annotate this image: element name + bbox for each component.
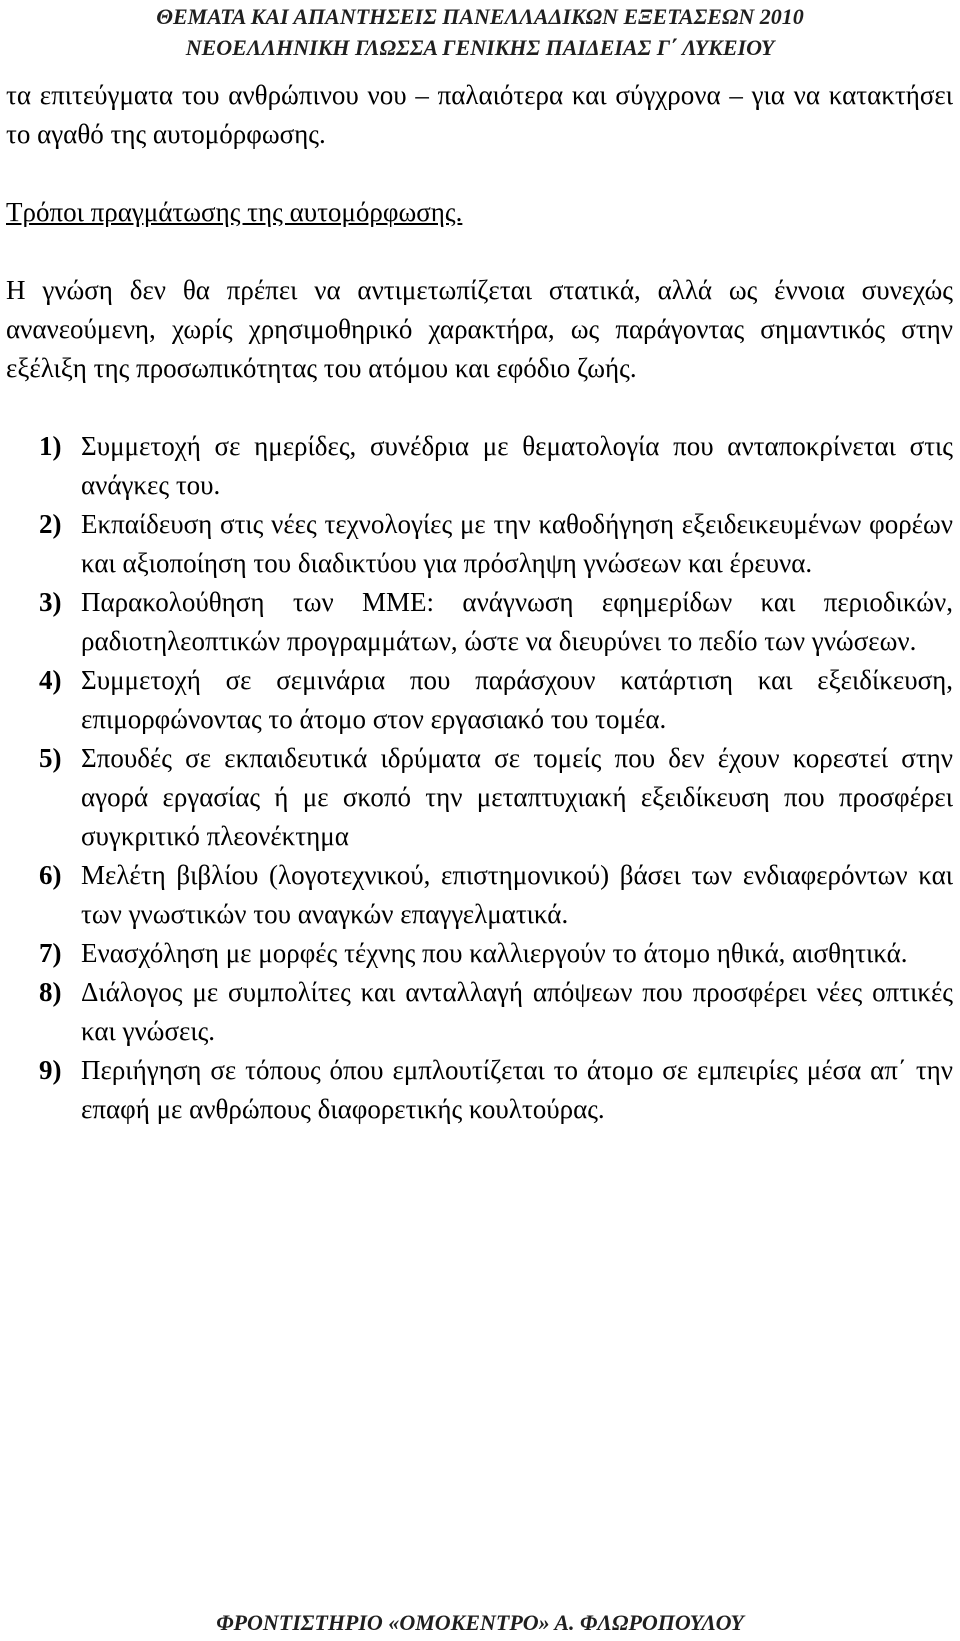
list-item <box>6 1051 953 1129</box>
list-item-number: 2) <box>39 509 62 539</box>
list-item-text: Συμμετοχή σε σεμινάρια που παράσχουν κατάρτιση και εξειδίκευση, επιμορφώνοντας το άτομο στον εργασιακό του τομέα. <box>81 665 953 734</box>
list-item <box>6 856 953 934</box>
header-line-1: ΘΕΜΑΤΑ ΚΑΙ ΑΠΑΝΤΗΣΕΙΣ ΠΑΝΕΛΛΑΔΙΚΩΝ ΕΞΕΤΑΣΕΩΝ 2010 <box>156 4 804 29</box>
section-heading: Τρόποι πραγμάτωσης της αυτομόρφωσης. <box>6 197 463 227</box>
list-item-number: 7) <box>39 938 62 968</box>
list-item-text: Εκπαίδευση στις νέες τεχνολογίες με την καθοδήγηση εξειδεικευμένων φορέων και αξιοποίηση του διαδικτύου για πρόσληψη γνώσεων και έρευνα. <box>81 509 953 578</box>
list-item-text: Συμμετοχή σε ημερίδες, συνέδρια με θεματολογία που ανταποκρίνεται στις ανάγκες του. <box>81 431 953 500</box>
list-item-number: 8) <box>39 977 62 1007</box>
list-item <box>6 739 953 856</box>
document-body <box>6 76 953 1129</box>
list-item <box>6 427 953 505</box>
blank-line <box>6 232 953 271</box>
list-item-number: 3) <box>39 587 62 617</box>
section-paragraph: Η γνώση δεν θα πρέπει να αντιμετωπίζεται στατικά, αλλά ως έννοια συνεχώς ανανεούμενη, χωρίς χρησιμοθηρικό χαρακτήρα, ως παράγοντας σημαντικός στην εξέλιξη της προσωπικότητας του ατόμου και εφόδιο ζωής. <box>6 275 953 383</box>
numbered-list <box>6 427 953 1129</box>
list-item <box>6 505 953 583</box>
list-item-number: 1) <box>39 431 62 461</box>
list-item-number: 9) <box>39 1055 62 1085</box>
header-line-2: ΝΕΟΕΛΛΗΝΙΚΗ ΓΛΩΣΣΑ ΓΕΝΙΚΗΣ ΠΑΙΔΕΙΑΣ Γ΄ ΛΥΚΕΙΟΥ <box>185 35 775 60</box>
list-item <box>6 661 953 739</box>
list-item <box>6 934 953 973</box>
list-item-text: Ενασχόληση με μορφές τέχνης που καλλιεργούν το άτομο ηθικά, αισθητικά. <box>81 938 908 968</box>
list-item-number: 5) <box>39 743 62 773</box>
list-item <box>6 973 953 1051</box>
list-item-text: Σπουδές σε εκπαιδευτικά ιδρύματα σε τομείς που δεν έχουν κορεστεί στην αγορά εργασίας ή με σκοπό την μεταπτυχιακή εξειδίκευση που προσφέρει συγκριτικό πλεονέκτημα <box>81 743 953 851</box>
page-footer: ΦΡΟΝΤΙΣΤΗΡΙΟ «ΟΜΟΚΕΝΤΡΟ» Α. ΦΛΩΡΟΠΟΥΛΟΥ <box>216 1610 744 1635</box>
blank-line <box>6 154 953 193</box>
list-item-text: Διάλογος με συμπολίτες και ανταλλαγή απόψεων που προσφέρει νέες οπτικές και γνώσεις. <box>81 977 953 1046</box>
list-item-text: Παρακολούθηση των ΜΜΕ: ανάγνωση εφημερίδων και περιοδικών, ραδιοτηλεοπτικών προγραμμάτων, ώστε να διευρύνει το πεδίο των γνώσεων. <box>81 587 953 656</box>
list-item <box>6 583 953 661</box>
list-item-text: Περιήγηση σε τόπους όπου εμπλουτίζεται το άτομο σε εμπειρίες μέσα απ΄ την επαφή με ανθρώπους διαφορετικής κουλτούρας. <box>81 1055 953 1124</box>
list-item-number: 6) <box>39 860 62 890</box>
page-header <box>0 0 960 63</box>
list-item-number: 4) <box>39 665 62 695</box>
intro-paragraph: τα επιτεύγματα του ανθρώπινου νου – παλαιότερα και σύγχρονα – για να κατακτήσει το αγαθό της αυτομόρφωσης. <box>6 80 953 149</box>
list-item-text: Μελέτη βιβλίου (λογοτεχνικού, επιστημονικού) βάσει των ενδιαφερόντων και των γνωστικών του αναγκών επαγγελματικά. <box>81 860 953 929</box>
